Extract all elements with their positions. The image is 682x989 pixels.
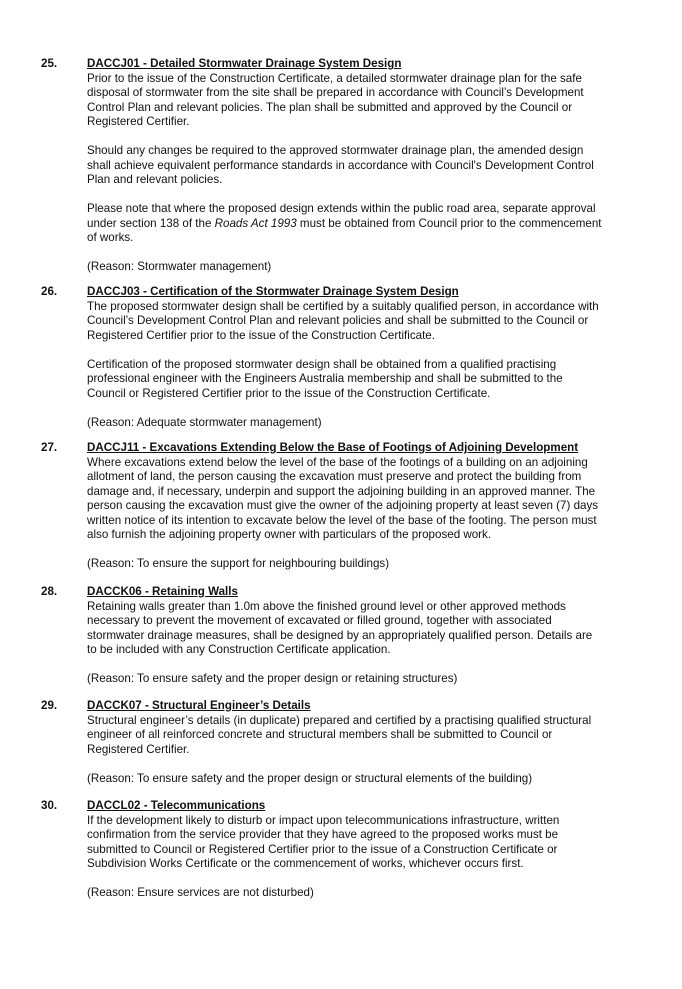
condition-paragraph [87,416,647,431]
condition-paragraph [87,714,647,758]
condition-paragraph [87,600,647,658]
condition-paragraph [87,772,647,787]
condition-title: DACCJ01 - Detailed Stormwater Drainage System Design [87,57,402,70]
text-line: Structural engineer’s details (in duplicate) prepared and certified by a practising qualified structural [87,713,592,727]
condition-body [87,441,647,572]
condition-paragraph [87,557,647,572]
text-line: Plan and relevant policies. [87,173,223,186]
text-line: necessary to prevent the movement of excavated or filled ground, together with associated [87,614,552,627]
condition-body [87,585,647,687]
text-line: Registered Certifier. [87,742,190,756]
text-line: stormwater drainage measures, shall be designed by an appropriately qualified person. Details are [87,628,593,642]
text-line: under section 138 of the Roads Act 1993 must be obtained from Council prior to the commencement [87,216,602,230]
text-line: written notice of its intention to excavate below the level of the base of the footing. The person must [87,513,597,527]
text-line: damage and, if necessary, underpin and support the adjoining building in an approved manner. The [87,484,596,498]
condition-paragraph [87,672,647,687]
text-line: shall achieve equivalent performance standards in accordance with Council's Development Control [87,158,594,172]
condition-body [87,285,647,430]
text-line: Please note that where the proposed design extends within the public road area, separate approval [87,202,596,215]
text-line: (Reason: To ensure the support for neighbouring buildings) [87,557,390,570]
text-line: The proposed stormwater design shall be certified by a suitably qualified person, in accordance with [87,299,599,313]
condition-paragraph [87,202,647,246]
text-line: Registered Certifier prior to the issue of the Construction Certificate. [87,328,435,342]
text-line: Should any changes be required to the approved stormwater drainage plan, the amended design [87,144,584,157]
condition-paragraph [87,260,647,275]
condition-body [87,799,647,901]
condition-paragraph [87,72,647,130]
text-line: (Reason: Ensure services are not disturbed) [87,886,314,899]
text-line: disposal of stormwater from the site shall be prepared in accordance with Council’s Development [87,86,584,99]
text-line: Registered Certifier. [87,115,190,128]
text-line: Control Plan and relevant policies. The plan shall be submitted and approved by the Council or [87,100,573,114]
condition-number: 28. [41,585,58,598]
text-line: (Reason: To ensure safety and the proper design or structural elements of the building) [87,771,533,785]
text-line: (Reason: To ensure safety and the proper design or retaining structures) [87,672,458,685]
condition-body [87,57,647,275]
text-line: (Reason: Adequate stormwater management) [87,415,322,429]
condition-title: DACCJ03 - Certification of the Stormwater Drainage System Design [87,285,459,298]
text-line: confirmation from the service provider that they have agreed to the proposed works must be [87,828,559,841]
text-line: person causing the excavation must give the owner of the adjoining property at least seven (7) days [87,499,599,512]
condition-title: DACCK06 - Retaining Walls [87,585,238,598]
text-line: allotment of land, the person causing the excavation must preserve and protect the building from [87,470,582,483]
text-line: Retaining walls greater than 1.0m above the finished ground level or other approved methods [87,599,566,613]
condition-title: DACCK07 - Structural Engineer’s Details [87,699,311,712]
condition-number: 29. [41,699,58,712]
condition-title: DACCL02 - Telecommunications [87,799,266,812]
condition-number: 27. [41,441,58,454]
condition-title: DACCJ11 - Excavations Extending Below the Base of Footings of Adjoining Development [87,441,579,454]
text-line: to be included with any Construction Certificate application. [87,643,391,656]
text-line: Subdivision Works Certificate or the commencement of works, whichever occurs first. [87,857,524,870]
text-line: also furnish the adjoining property owner with particulars of the proposed work. [87,528,492,541]
text-line: (Reason: Stormwater management) [87,260,272,273]
text-line: of works. [87,231,134,244]
text-line: Prior to the issue of the Construction Certificate, a detailed stormwater drainage plan for the safe [87,71,582,85]
text-line: engineer of all reinforced concrete and structural members shall be submitted to Council or [87,728,553,741]
condition-number: 26. [41,285,58,298]
text-line: Where excavations extend below the level of the base of the footings of a building on an adjoining [87,455,588,469]
condition-paragraph [87,814,647,872]
condition-paragraph [87,358,647,402]
condition-paragraph [87,456,647,543]
text-line: If the development likely to disturb or impact upon telecommunications infrastructure, written [87,813,560,827]
condition-paragraph [87,144,647,188]
text-line: Certification of the proposed stormwater design shall be obtained from a qualified practising [87,357,557,371]
text-line: Council or Registered Certifier prior to the issue of the Construction Certificate. [87,386,491,400]
text-line: professional engineer with the Engineers Australia membership and shall be submitted to the [87,372,563,385]
condition-paragraph [87,300,647,344]
condition-paragraph [87,886,647,901]
condition-number: 25. [41,57,58,70]
condition-number: 30. [41,799,58,812]
text-line: Council’s Development Control Plan and relevant policies and shall be submitted to the Council or [87,314,589,327]
condition-body [87,699,647,786]
text-line: submitted to Council or Registered Certifier prior to the issue of a Construction Certificate or [87,842,558,856]
